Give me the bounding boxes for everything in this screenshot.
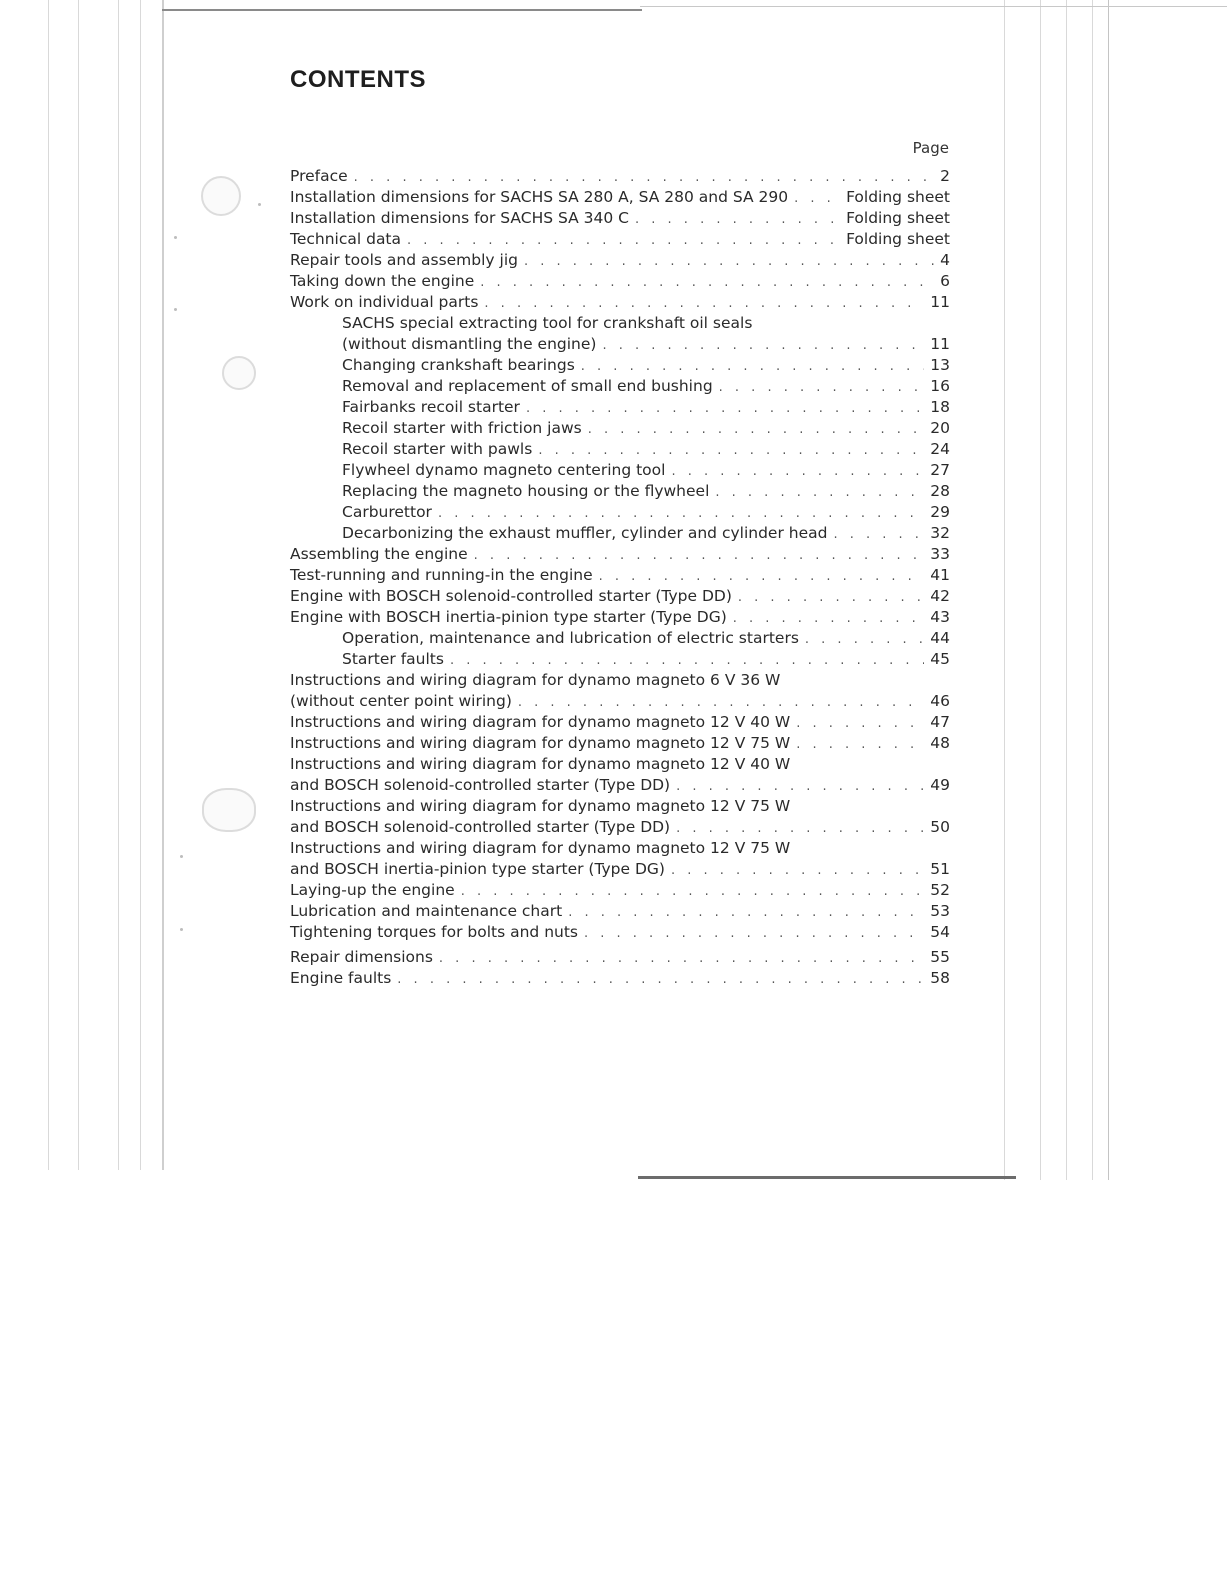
scan-margin-line <box>1066 0 1067 1180</box>
toc-entry-title: SACHS special extracting tool for crankshaft oil seals <box>342 314 753 332</box>
toc-entry-page: 55 <box>930 948 950 966</box>
toc-leader-dots <box>518 692 924 713</box>
toc-entry <box>290 775 950 796</box>
toc-entry-page: 16 <box>930 377 950 395</box>
toc-entry-page: 20 <box>930 419 950 437</box>
toc-leader-dots <box>676 776 924 797</box>
toc-leader-dots <box>671 461 924 482</box>
toc-leader-dots <box>599 566 925 587</box>
toc-entry <box>290 754 950 775</box>
toc-leader-dots <box>407 230 840 251</box>
toc-entry <box>290 796 950 817</box>
toc-entry <box>290 880 950 901</box>
toc-entry <box>290 481 950 502</box>
toc-leader-dots <box>480 272 934 293</box>
toc-entry <box>290 817 950 838</box>
toc-entry <box>290 649 950 670</box>
toc-entry <box>290 334 950 355</box>
toc-entry-title: (without center point wiring) <box>290 692 512 710</box>
punch-hole <box>222 356 256 390</box>
toc-entry-title: and BOSCH solenoid-controlled starter (Type DD) <box>290 776 671 794</box>
toc-leader-dots <box>794 188 840 209</box>
toc-entry-title: Engine with BOSCH solenoid-controlled starter (Type DD) <box>290 587 732 605</box>
toc-entry-title: Fairbanks recoil starter <box>342 398 520 416</box>
toc-entry-page: Folding sheet <box>846 230 950 248</box>
toc-entry-page: 11 <box>930 293 950 311</box>
toc-entry-page: 54 <box>930 923 950 941</box>
toc-leader-dots <box>354 167 934 188</box>
toc-entry <box>290 397 950 418</box>
toc-entry-page: 32 <box>930 524 950 542</box>
toc-entry-title: Repair dimensions <box>290 948 433 966</box>
toc-entry-title: (without dismantling the engine) <box>342 335 597 353</box>
toc-entry-title: Laying-up the engine <box>290 881 455 899</box>
toc-entry <box>290 439 950 460</box>
toc-entry <box>290 271 950 292</box>
scan-margin-line <box>48 0 49 1170</box>
toc-entry-page: 29 <box>930 503 950 521</box>
table-of-contents <box>290 166 950 989</box>
punch-hole <box>201 176 241 216</box>
speck <box>174 236 177 239</box>
toc-entry-title: Technical data <box>290 230 402 248</box>
toc-entry-page: Folding sheet <box>846 209 950 227</box>
toc-entry <box>290 292 950 313</box>
toc-entry <box>290 586 950 607</box>
toc-leader-dots <box>484 293 924 314</box>
toc-leader-dots <box>805 629 924 650</box>
toc-entry <box>290 565 950 586</box>
toc-entry-page: 27 <box>930 461 950 479</box>
toc-entry <box>290 712 950 733</box>
scan-margin-line <box>118 0 119 1170</box>
scan-margin-line <box>1108 0 1109 1180</box>
toc-entry <box>290 418 950 439</box>
toc-leader-dots <box>450 650 924 671</box>
toc-entry-title: Carburettor <box>342 503 432 521</box>
toc-entry-title: Engine faults <box>290 969 392 987</box>
toc-entry-page: 18 <box>930 398 950 416</box>
toc-entry-page: 48 <box>930 734 950 752</box>
toc-entry-page: 46 <box>930 692 950 710</box>
toc-entry-page: 50 <box>930 818 950 836</box>
toc-entry-page: 49 <box>930 776 950 794</box>
toc-leader-dots <box>474 545 925 566</box>
toc-entry-title: and BOSCH inertia-pinion type starter (Type DG) <box>290 860 665 878</box>
toc-leader-dots <box>602 335 924 356</box>
toc-entry-page: 47 <box>930 713 950 731</box>
toc-entry <box>290 968 950 989</box>
punch-hole <box>202 788 256 832</box>
toc-entry-title: Removal and replacement of small end bushing <box>342 377 713 395</box>
toc-leader-dots <box>538 440 924 461</box>
toc-entry-title: Changing crankshaft bearings <box>342 356 575 374</box>
toc-leader-dots <box>439 948 924 969</box>
toc-entry-title: Recoil starter with pawls <box>342 440 533 458</box>
top-edge-rule <box>162 9 642 11</box>
toc-entry <box>290 376 950 397</box>
toc-leader-dots <box>635 209 840 230</box>
toc-entry-title: Repair tools and assembly jig <box>290 251 518 269</box>
toc-entry-title: Lubrication and maintenance chart <box>290 902 563 920</box>
toc-entry-title: Instructions and wiring diagram for dynamo magneto 12 V 40 W <box>290 713 791 731</box>
toc-leader-dots <box>796 713 924 734</box>
toc-entry-title: Work on individual parts <box>290 293 479 311</box>
toc-leader-dots <box>715 482 924 503</box>
toc-leader-dots <box>568 902 924 923</box>
speck <box>258 203 261 206</box>
toc-entry <box>290 838 950 859</box>
toc-entry <box>290 733 950 754</box>
toc-leader-dots <box>738 587 924 608</box>
toc-entry <box>290 670 950 691</box>
toc-leader-dots <box>397 969 924 990</box>
toc-entry-page: 28 <box>930 482 950 500</box>
toc-entry-page: 45 <box>930 650 950 668</box>
toc-entry-title: Tightening torques for bolts and nuts <box>290 923 578 941</box>
toc-entry <box>290 922 950 943</box>
toc-leader-dots <box>676 818 924 839</box>
toc-leader-dots <box>796 734 924 755</box>
toc-entry-page: 44 <box>930 629 950 647</box>
toc-entry <box>290 313 950 334</box>
toc-entry-page: 53 <box>930 902 950 920</box>
toc-entry-page: 24 <box>930 440 950 458</box>
speck <box>180 855 183 858</box>
toc-leader-dots <box>588 419 925 440</box>
toc-entry-title: Preface <box>290 167 348 185</box>
toc-entry-page: 13 <box>930 356 950 374</box>
toc-entry-title: Instructions and wiring diagram for dynamo magneto 12 V 75 W <box>290 797 791 815</box>
toc-leader-dots <box>438 503 924 524</box>
toc-leader-dots <box>526 398 924 419</box>
toc-leader-dots <box>671 860 924 881</box>
toc-entry <box>290 502 950 523</box>
toc-entry-page: 33 <box>930 545 950 563</box>
toc-entry <box>290 901 950 922</box>
toc-entry <box>290 166 950 187</box>
toc-entry <box>290 859 950 880</box>
toc-entry <box>290 544 950 565</box>
toc-entry-page: 51 <box>930 860 950 878</box>
toc-leader-dots <box>581 356 924 377</box>
toc-leader-dots <box>524 251 934 272</box>
scan-margin-line <box>1040 0 1041 1180</box>
toc-entry-title: Starter faults <box>342 650 444 668</box>
toc-entry-page: 52 <box>930 881 950 899</box>
toc-entry-page: 43 <box>930 608 950 626</box>
toc-entry-title: Flywheel dynamo magneto centering tool <box>342 461 666 479</box>
scan-margin-line <box>140 0 141 1170</box>
toc-entry-title: Replacing the magneto housing or the flywheel <box>342 482 710 500</box>
toc-entry-title: Instructions and wiring diagram for dynamo magneto 12 V 75 W <box>290 734 791 752</box>
scan-margin-line <box>78 0 79 1170</box>
toc-entry-title: and BOSCH solenoid-controlled starter (Type DD) <box>290 818 671 836</box>
toc-entry <box>290 628 950 649</box>
toc-entry <box>290 691 950 712</box>
toc-entry-page: Folding sheet <box>846 188 950 206</box>
page-column-label: Page <box>912 139 949 157</box>
toc-leader-dots <box>719 377 925 398</box>
scan-margin-line <box>1092 0 1093 1180</box>
toc-entry <box>290 947 950 968</box>
scan-margin-line <box>162 0 164 1170</box>
toc-entry-title: Decarbonizing the exhaust muffler, cylinder and cylinder head <box>342 524 828 542</box>
toc-entry-title: Assembling the engine <box>290 545 468 563</box>
toc-entry-page: 11 <box>930 335 950 353</box>
toc-entry-page: 4 <box>940 251 950 269</box>
toc-entry-title: Instructions and wiring diagram for dynamo magneto 12 V 40 W <box>290 755 791 773</box>
speck <box>174 308 177 311</box>
toc-entry-page: 6 <box>940 272 950 290</box>
toc-entry <box>290 250 950 271</box>
toc-entry <box>290 208 950 229</box>
toc-entry-title: Installation dimensions for SACHS SA 340 C <box>290 209 630 227</box>
toc-leader-dots <box>733 608 925 629</box>
toc-entry-title: Recoil starter with friction jaws <box>342 419 582 437</box>
toc-entry-title: Installation dimensions for SACHS SA 280 A, SA 280 and SA 290 <box>290 188 789 206</box>
toc-entry <box>290 460 950 481</box>
toc-entry-page: 58 <box>930 969 950 987</box>
toc-leader-dots <box>833 524 924 545</box>
toc-entry-title: Instructions and wiring diagram for dynamo magneto 6 V 36 W <box>290 671 781 689</box>
toc-entry-page: 2 <box>940 167 950 185</box>
toc-entry-title: Test-running and running-in the engine <box>290 566 593 584</box>
scan-margin-line <box>1004 0 1005 1180</box>
toc-entry <box>290 229 950 250</box>
toc-entry-title: Engine with BOSCH inertia-pinion type starter (Type DG) <box>290 608 727 626</box>
toc-entry-title: Instructions and wiring diagram for dynamo magneto 12 V 75 W <box>290 839 791 857</box>
toc-entry-page: 41 <box>930 566 950 584</box>
toc-entry <box>290 607 950 628</box>
toc-entry-title: Operation, maintenance and lubrication of electric starters <box>342 629 799 647</box>
toc-leader-dots <box>584 923 924 944</box>
page-title: CONTENTS <box>290 66 426 93</box>
toc-entry-page: 42 <box>930 587 950 605</box>
speck <box>180 928 183 931</box>
toc-entry <box>290 187 950 208</box>
top-edge-rule <box>640 6 1227 7</box>
toc-entry <box>290 523 950 544</box>
toc-entry <box>290 355 950 376</box>
bottom-edge-rule <box>638 1176 1016 1179</box>
toc-entry-title: Taking down the engine <box>290 272 475 290</box>
toc-leader-dots <box>461 881 925 902</box>
